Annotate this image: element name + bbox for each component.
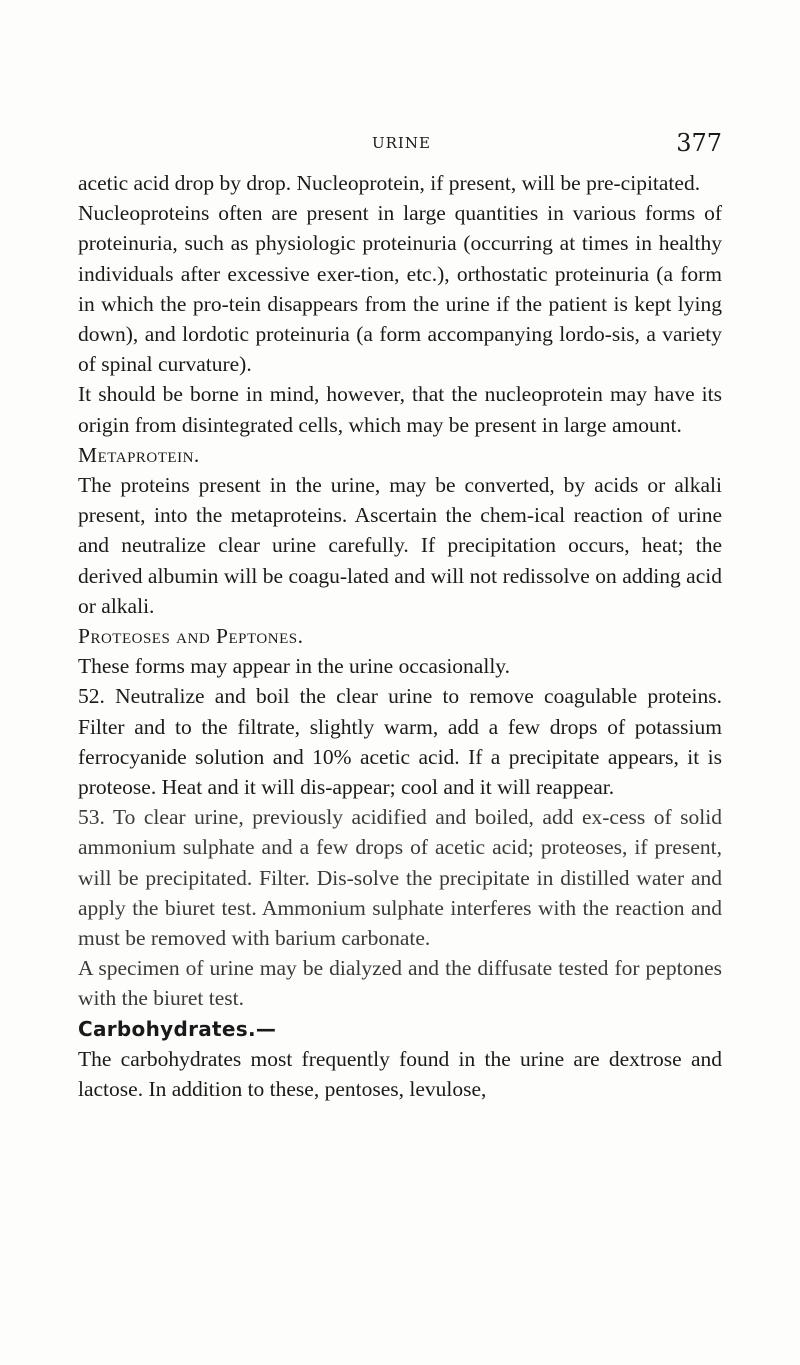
body-text — [78, 168, 722, 1104]
paragraph: acetic acid drop by drop. Nucleoprotein, if present, will be pre-cipitated. — [78, 171, 701, 195]
running-head — [0, 129, 800, 157]
paragraph: 53. To clear urine, previously acidified and boiled, add ex-cess of solid ammonium sulphate and a few drops of acetic acid; proteoses, if present, will be precipitated. Filter. Dis-solve the precipitate in distilled water and apply the biuret test. Ammonium sulphate interferes with the reaction and must be removed with barium carbonate. — [78, 805, 722, 951]
running-head-title: URINE — [372, 134, 431, 152]
paragraph: The carbohydrates most frequently found in the urine are dextrose and lactose. In addition to these, pentoses, levulose, — [78, 1046, 722, 1102]
paragraph: The proteins present in the urine, may be converted, by acids or alkali present, into the metaproteins. Ascertain the chem-ical reaction of urine and neutralize clear urine carefully. If precipitation occurs, heat; the derived albumin will be coagu-lated and will not redissolve on adding acid or alkali. — [78, 473, 722, 618]
paragraph: 52. Neutralize and boil the clear urine to remove coagulable proteins. Filter and to the filtrate, slightly warm, add a few drops of potassium ferrocyanide solution and 10% acetic acid. If a precipitate appears, it is proteose. Heat and it will dis-appear; cool and it will reappear. — [78, 684, 722, 800]
paragraph: It should be borne in mind, however, that the nucleoprotein may have its origin from disintegrated cells, which may be present in large amount. — [78, 382, 722, 437]
paragraph: These forms may appear in the urine occasionally. — [78, 654, 511, 679]
page-number: 377 — [676, 129, 722, 157]
paragraph: Nucleoproteins often are present in large quantities in various forms of proteinuria, such as physiologic proteinuria (occurring at times in healthy individuals after excessive exer-tion, etc.), orthostatic proteinuria (a form in which the pro-tein disappears from the urine if the patient is kept lying down), and lordotic proteinuria (a form accompanying lordo-sis, a variety of spinal curvature). — [78, 201, 722, 377]
section-heading-proteoses: Proteoses and Peptones. — [78, 624, 304, 649]
paragraph: A specimen of urine may be dialyzed and the diffusate tested for peptones with the biuret test. — [78, 956, 722, 1011]
section-heading-carbohydrates: Carbohydrates.— — [78, 1016, 277, 1041]
section-heading-metaprotein: Metaprotein. — [78, 442, 200, 467]
